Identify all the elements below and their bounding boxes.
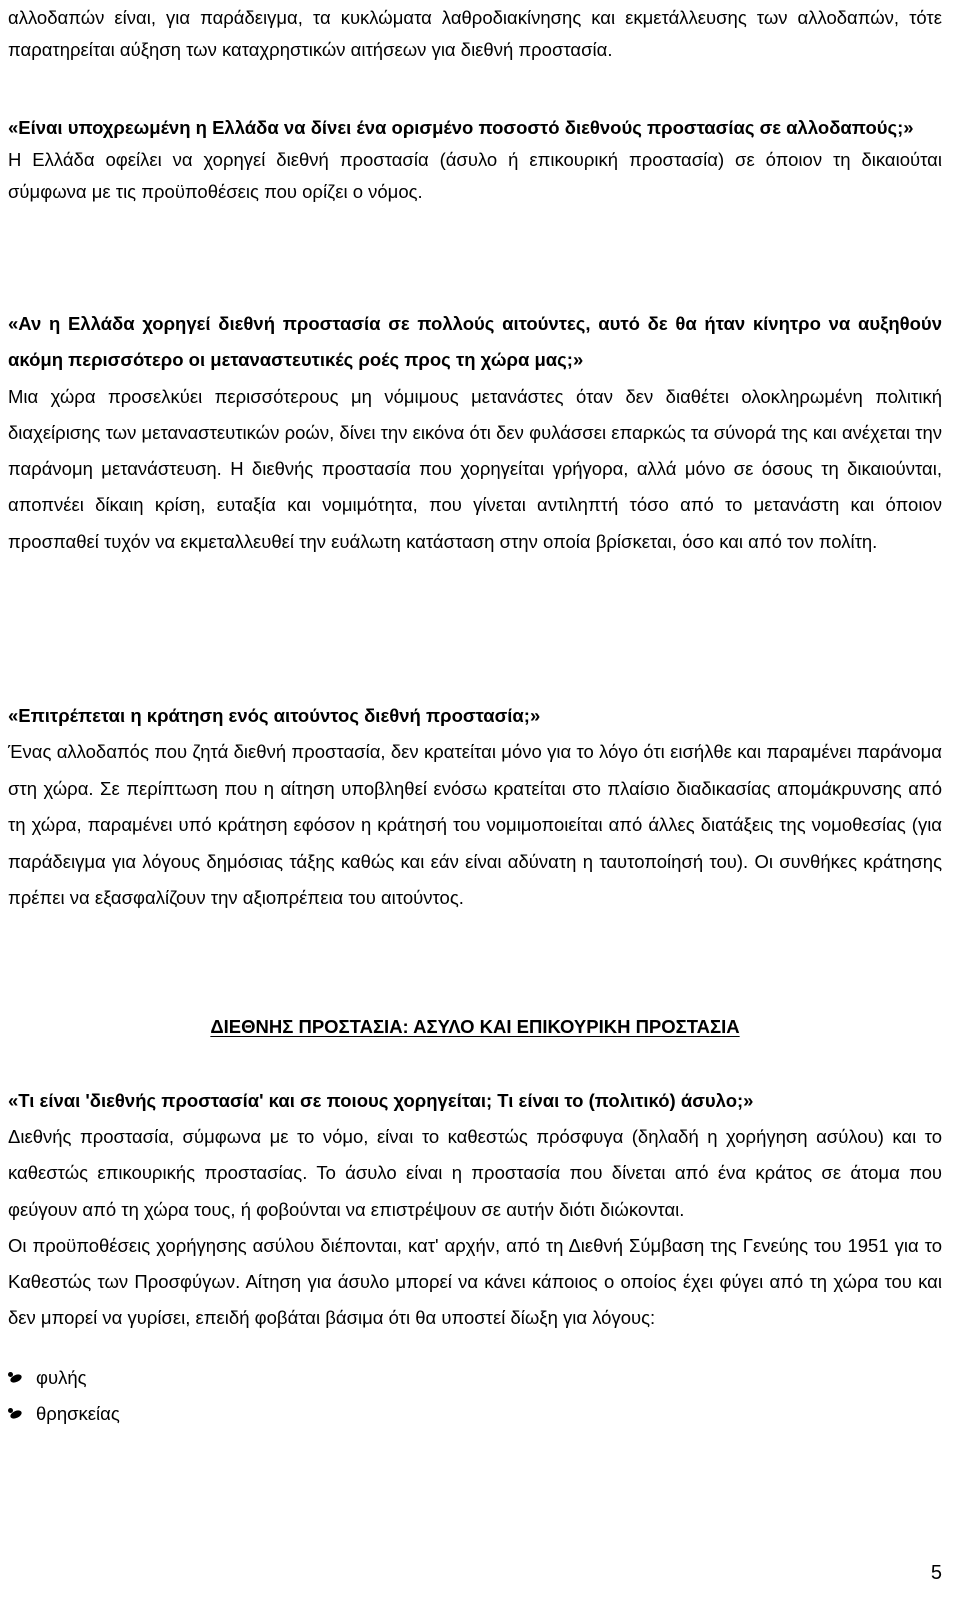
page-number: 5 xyxy=(930,1562,942,1584)
answer-paragraph: Ένας αλλοδαπός που ζητά διεθνή προστασία, δεν κρατείται μόνο για το λόγο ότι εισήλθε και παραμένει παράνομα στη χώρα. Σε περίπτωση που η αίτηση υποβληθεί ενόσω κρατείται στο πλαίσιο διαδικασίας απομάκρυνσης από τη χώρα, παραμένει υπό κράτηση εφόσον η κράτησή του νομιμοποιείται από άλλες διατάξεις της νομοθεσίας (για παράδειγμα για λόγους δημόσιας τάξης καθώς και εάν είναι αδύνατη η ταυτοποίησή του). Οι συνθήκες κράτησης πρέπει να εξασφαλίζουν την αξιοπρέπεια του αιτούντος. xyxy=(8,741,942,909)
intro-text: αλλοδαπών είναι, για παράδειγμα, τα κυκλώματα λαθροδιακίνησης και εκμετάλλευσης των αλλοδαπών, τότε παρατηρείται αύξηση των καταχρηστικών αιτήσεων για διεθνή προστασία. xyxy=(8,7,942,60)
list-item-text: φυλής xyxy=(36,1367,87,1388)
question-heading: «Αν η Ελλάδα χορηγεί διεθνή προστασία σε πολλούς αιτούντες, αυτό δε θα ήταν κίνητρο να αυξηθούν ακόμη περισσότερο οι μεταναστευτικές ροές προς τη χώρα μας;» xyxy=(8,313,942,371)
question-heading: «Είναι υποχρεωμένη η Ελλάδα να δίνει ένα ορισμένο ποσοστό διεθνούς προστασίας σε αλλοδαπούς;» xyxy=(8,117,914,138)
grounds-list xyxy=(8,1360,942,1432)
answer-paragraph-2: Οι προϋποθέσεις χορήγησης ασύλου διέπονται, κατ' αρχήν, από τη Διεθνή Σύμβαση της Γενεύης του 1951 για το Καθεστώς των Προσφύγων. Αίτηση για άσυλο μπορεί να κάνει κάποιος ο οποίος έχει φύγει από τη χώρα του και δεν μπορεί να γυρίσει, επειδή φοβάται βάσιμα ότι θα υποστεί δίωξη για λόγους: xyxy=(8,1234,942,1329)
section-title xyxy=(8,1013,942,1041)
bullet-icon xyxy=(8,1407,26,1421)
section-title-text: ΔΙΕΘΝΗΣ ΠΡΟΣΤΑΣΙΑ: ΑΣΥΛΟ ΚΑΙ ΕΠΙΚΟΥΡΙΚΗ ΠΡΟΣΤΑΣΙΑ xyxy=(210,1016,740,1037)
bullet-icon xyxy=(8,1371,26,1385)
section-detention-question xyxy=(8,698,942,916)
list-item-text: θρησκείας xyxy=(36,1403,120,1424)
question-heading: «Επιτρέπεται η κράτηση ενός αιτούντος διεθνή προστασία;» xyxy=(8,705,541,726)
question-heading: «Τι είναι 'διεθνής προστασία' και σε ποιους χορηγείται; Τι είναι το (πολιτικό) άσυλο;» xyxy=(8,1090,754,1111)
section-quota-question xyxy=(8,112,942,208)
list-item xyxy=(8,1396,942,1432)
section-incentive-question xyxy=(8,306,942,560)
section-definition-question xyxy=(8,1083,942,1336)
answer-paragraph: Διεθνής προστασία, σύμφωνα με το νόμο, είναι το καθεστώς πρόσφυγα (δηλαδή η χορήγηση ασύλου) και το καθεστώς επικουρικής προστασίας. Το άσυλο είναι η προστασία που δίνεται από ένα κράτος σε άτομα που φεύγουν από τη χώρα τους, ή φοβούνται να επιστρέψουν σε αυτήν διότι διώκονται. xyxy=(8,1126,942,1220)
answer-paragraph: Μια χώρα προσελκύει περισσότερους μη νόμιμους μετανάστες όταν δεν διαθέτει ολοκληρωμένη πολιτική διαχείρισης των μεταναστευτικών ροών, δίνει την εικόνα ότι δεν φυλάσσει επαρκώς τα σύνορά της και ανέχεται την παράνομη μετανάστευση. Η διεθνής προστασία που χορηγείται γρήγορα, αλλά μόνο σε όσους τη δικαιούνται, αποπνέει δίκαιη κρίση, ευταξία και νομιμότητα, που γίνεται αντιληπτή τόσο από το μετανάστη και όποιον προσπαθεί τυχόν να εκμεταλλευθεί την ευάλωτη κατάσταση στην οποία βρίσκεται, όσο και από τον πολίτη. xyxy=(8,385,942,552)
answer-paragraph: Η Ελλάδα οφείλει να χορηγεί διεθνή προστασία (άσυλο ή επικουρική προστασία) σε όποιον τη δικαιούται σύμφωνα με τις προϋποθέσεις που ορίζει ο νόμος. xyxy=(8,149,942,202)
intro-paragraph xyxy=(8,2,942,66)
list-item xyxy=(8,1360,942,1396)
